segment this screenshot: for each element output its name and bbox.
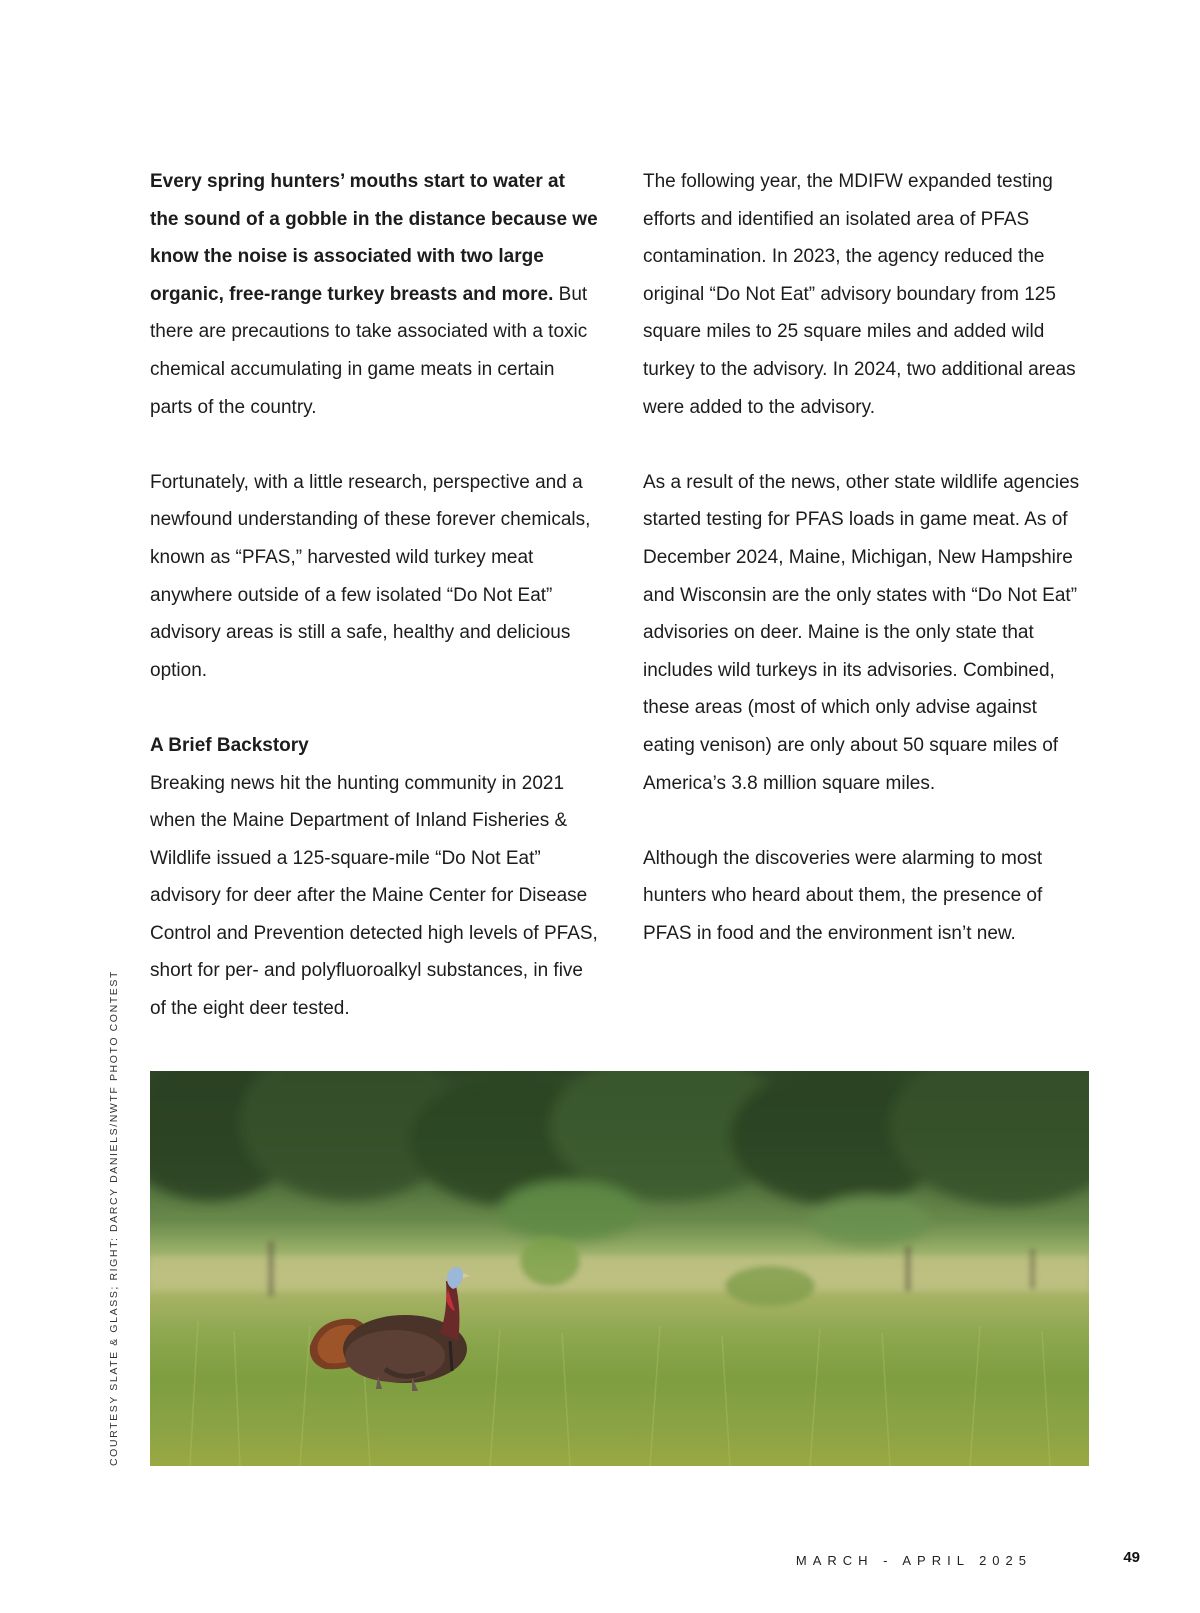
turkey-in-field-illustration <box>150 1071 1089 1466</box>
photo-credit: COURTESY SLATE & GLASS; RIGHT: DARCY DANIELS/NWTF PHOTO CONTEST <box>108 970 120 1466</box>
lede-paragraph <box>150 163 598 426</box>
lede-rest-text: But there are precautions to take associated with a toxic chemical accumulating in game meats in certain parts of the country. <box>150 283 588 418</box>
paragraph-mdifw-testing: The following year, the MDIFW expanded testing efforts and identified an isolated area of PFAS contamination. In 2023, the agency reduced the original “Do Not Eat” advisory boundary from 125 square miles to 25 square miles and added wild turkey to the advisory. In 2024, two additional areas were added to the advisory. <box>643 171 1076 418</box>
paragraph-forever-chemicals: Fortunately, with a little research, perspective and a newfound understanding of these forever chemicals, known as “PFAS,” harvested wild turkey meat anywhere outside of a few isolated “Do Not Eat” advisory areas is still a safe, healthy and delicious option. <box>150 471 591 681</box>
issue-date: MARCH - APRIL 2025 <box>795 1553 1032 1568</box>
paragraph-state-advisories: As a result of the news, other state wildlife agencies started testing for PFAS loads in game meat. As of December 2024, Maine, Michigan, New Hampshire and Wisconsin are the only states with “Do Not Eat” advisories on deer. Maine is the only state that includes wild turkeys in its advisories. Combined, these areas (most of which only advise against eating venison) are only about 50 square miles of America’s 3.8 million square miles. <box>643 471 1080 794</box>
lede-bold-text: Every spring hunters’ mouths start to water at the sound of a gobble in the distance because we know the noise is associated with two large organic, free-range turkey breasts and more. <box>150 171 598 305</box>
paragraph-pfas-not-new: Although the discoveries were alarming to most hunters who heard about them, the presence of PFAS in food and the environment isn’t new. <box>643 847 1043 944</box>
page-number: 49 <box>1123 1549 1140 1566</box>
left-column <box>150 163 598 1028</box>
section-heading: A Brief Backstory <box>150 734 309 756</box>
paragraph-backstory: Breaking news hit the hunting community in 2021 when the Maine Department of Inland Fisheries & Wildlife issued a 125-square-mile “Do Not Eat” advisory for deer after the Maine Center for Disease Control and Prevention detected high levels of PFAS, short for per- and polyfluoroalkyl substances, in five of the eight deer tested. <box>150 772 598 1020</box>
wild-turkey-photo <box>150 1071 1089 1466</box>
right-column <box>643 163 1093 952</box>
